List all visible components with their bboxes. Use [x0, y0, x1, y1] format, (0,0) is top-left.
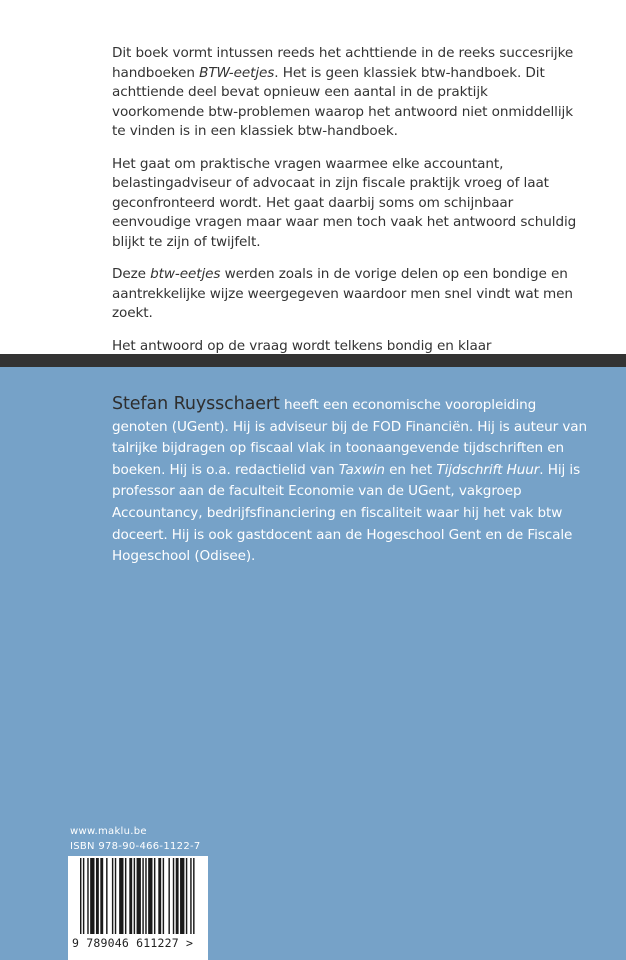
- barcode-bar: [186, 858, 187, 934]
- barcode-bar: [129, 858, 132, 934]
- barcode-bar: [193, 858, 194, 934]
- isbn-text: ISBN 978-90-466-1122-7: [70, 841, 201, 852]
- barcode-bar: [87, 858, 88, 934]
- barcode-bar: [112, 858, 113, 934]
- barcode-bar: [106, 858, 107, 934]
- barcode-bar: [176, 858, 179, 934]
- barcode: [68, 856, 208, 960]
- barcode-bar: [119, 858, 123, 934]
- barcode-bars: [68, 856, 208, 938]
- series-name-italic: btw-eetjes: [150, 266, 221, 282]
- barcode-digits: 9 789046 611227 >: [72, 936, 194, 950]
- barcode-bar: [137, 858, 141, 934]
- publisher-imprint: [70, 824, 201, 854]
- barcode-bar: [190, 858, 191, 934]
- barcode-bar: [163, 858, 164, 934]
- blurb-paragraph-3: Deze btw-eetjes werden zoals in de vorige delen op een bondige en aantrekkelijke wijze weergegeven waardoor men snel vindt wat men zoekt.: [112, 266, 573, 321]
- barcode-bar: [173, 858, 174, 934]
- section-divider: [0, 354, 626, 367]
- barcode-bar: [145, 858, 146, 934]
- author-bio: Stefan Ruysschaert heeft een economische vooropleiding genoten (UGent). Hij is adviseur bij de FOD Financiën. Hij is auteur van talrijke bijdragen op fiscaal vlak in toonaangevende tijdschriften en boeken. Hij is o.a. redactielid van Taxwin en het Tijdschrift Huur. Hij is professor aan de faculteit Economie van de UGent, vakgroep Accountancy, bedrijfsfinanciering en fiscaliteit waar hij het vak btw doceert. Hij is ook gastdocent aan de Hogeschool Gent en de Fiscale Hogeschool (Odisee).: [112, 394, 588, 565]
- barcode-bar: [125, 858, 126, 934]
- barcode-bar: [148, 858, 152, 934]
- journal-title-taxwin: Taxwin: [338, 461, 385, 478]
- blurb-paragraph-1: Dit boek vormt intussen reeds het achttiende in de reeks succesrijke handboeken BTW-eetjes. Het is geen klassiek btw-handboek. Dit achttiende deel bevat opnieuw een aantal in de praktijk voorkomende btw-problemen waarop het antwoord niet onmiddellijk te vinden is in een klassiek btw-handboek.: [112, 45, 574, 139]
- barcode-bar: [90, 858, 94, 934]
- journal-title-huur: Tijdschrift Huur: [436, 461, 540, 478]
- blurb-paragraph-4: Het antwoord op de vraag wordt telkens bondig en klaar: [112, 337, 492, 354]
- barcode-bar: [134, 858, 135, 934]
- barcode-bar: [96, 858, 99, 934]
- barcode-bar: [80, 858, 81, 934]
- barcode-bar: [115, 858, 116, 934]
- barcode-bar: [180, 858, 184, 934]
- barcode-bar: [158, 858, 161, 934]
- barcode-bar: [142, 858, 143, 934]
- author-name: Stefan Ruysschaert: [112, 394, 280, 414]
- barcode-bar: [100, 858, 103, 934]
- blurb-paragraph-2: Het gaat om praktische vragen waarmee elke accountant, belastingadviseur of advocaat in zijn fiscale praktijk vroeg of laat geconfronteerd wordt. Het gaat daarbij soms om schijnbaar eenvoudige vragen maar waar men toch vaak het antwoord schuldig blijkt te zijn of twijfelt.: [112, 155, 577, 250]
- barcode-bar: [154, 858, 155, 934]
- series-title: BTW-eetjes: [199, 64, 275, 81]
- publisher-website: www.maklu.be: [70, 826, 147, 837]
- barcode-bar: [83, 858, 84, 934]
- barcode-bar: [168, 858, 169, 934]
